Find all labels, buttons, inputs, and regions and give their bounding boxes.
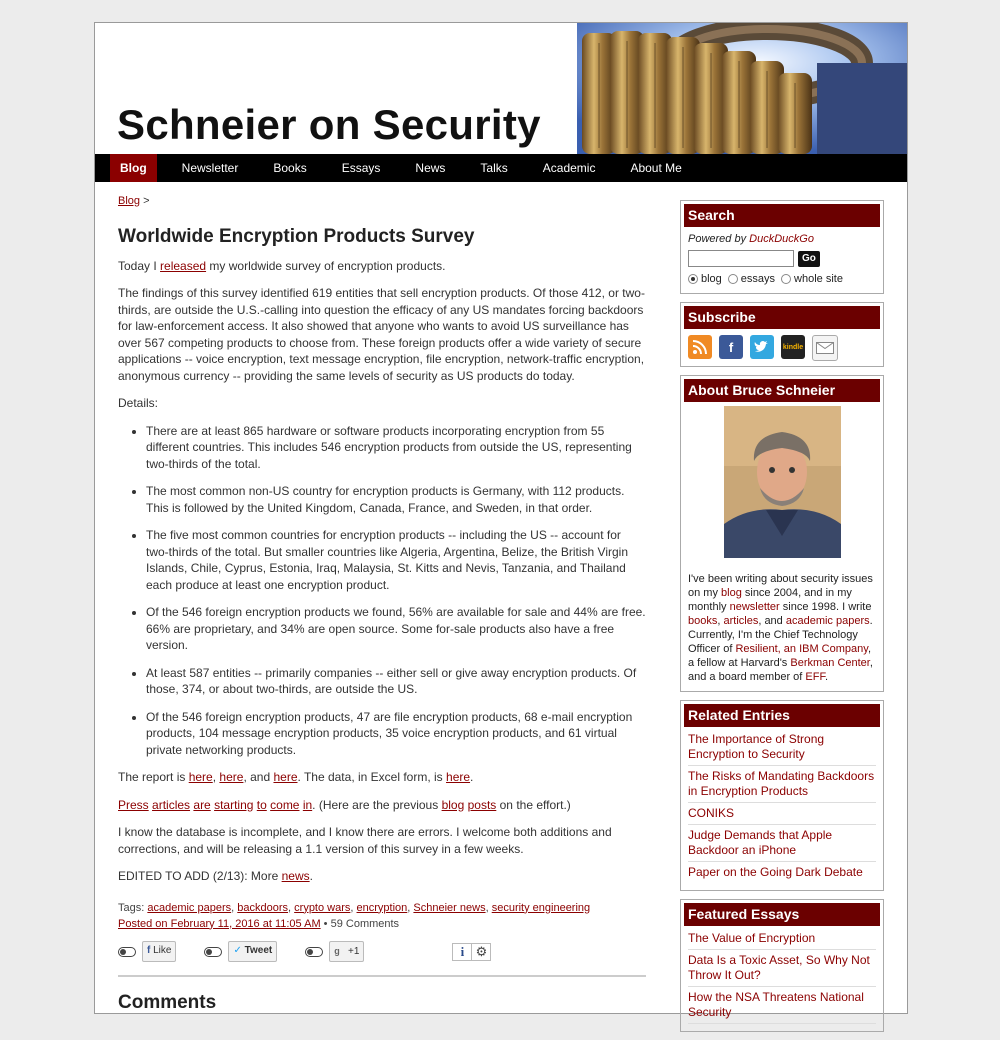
main-content [118,193,646,1011]
press-link[interactable]: starting [214,797,254,812]
about-eff-link[interactable]: EFF [805,671,825,683]
twitter-share [204,941,277,962]
search-inner [684,227,880,290]
about-text-part: . [824,671,829,683]
details-label: Details: [118,396,159,410]
nav-talks[interactable]: Talks [480,161,508,175]
tag-link[interactable]: Schneier news [413,901,486,914]
email-icon[interactable] [812,335,838,361]
list-item: • The five most common countries for encryption products -- including the US -- account for two-thirds of the total. But smaller countries like Algeria, Argentina, Belize, the British Virgin Islands, Chile, Cyprus, Estonia, Iraq, Malaysia, St. Kitts and Nevis, Tanzania, and Thailand each produce at least one encryption product. [146,527,646,593]
press-link[interactable]: are [193,797,211,812]
list-item [688,729,876,766]
about-blog-link[interactable]: blog [721,587,742,599]
post-paragraph-findings: The findings of this survey identified 619 entities that sell encryption products. Of those 412, or two-thirds, are outside the U.S.-calling into question the efficacy of any US mandates forcing backdoors for law-enforcement access. It also showed that anyone who wants to avoid US surveillance has over 567 competing products to choose from. These foreign products offer a wide variety of secure applications -- voice encryption, text message encryption, file encryption, network-traffic encryption, anonymous currency -- providing the same levels of security as US products do today. [118,286,645,383]
nav-about-me[interactable]: About Me [630,161,682,175]
report-text: , [212,770,220,784]
google-share [305,941,364,963]
related-entries-box [680,700,884,891]
google-plus-icon: g [334,945,340,956]
nav-newsletter[interactable]: Newsletter [181,161,239,175]
list-item: • Of the 546 foreign encryption products, 47 are file encryption products, 68 e-mail encryption products, 104 message encryption products, 35 voice encryption products, and 61 virtual private networking products. [146,709,646,759]
excel-data-link[interactable]: here [446,770,471,784]
page-container [94,22,908,1019]
tag-link[interactable]: academic papers [147,901,232,914]
press-text: . (Here are the previous [312,797,442,812]
about-text-part: , and a board member of [688,657,873,683]
list-item [688,862,876,883]
about-text-part: I've been writing about security issues on my [688,573,873,599]
released-link[interactable]: released [160,258,207,273]
featured-link[interactable]: The Value of Encryption [688,931,816,945]
edited-text-end: . [309,869,313,883]
tag-link[interactable]: security engineering [491,901,591,914]
search-row [688,250,876,267]
nav-books[interactable]: Books [273,161,307,175]
facebook-like-button[interactable] [142,941,176,962]
about-text [684,568,880,688]
twitter-icon[interactable] [750,335,774,359]
related-link[interactable]: The Risks of Mandating Backdoors in Encryption Products [688,769,875,798]
like-label: Like [153,945,172,957]
list-item [688,928,876,950]
post-meta [118,916,646,932]
radio-label: blog [701,273,722,285]
facebook-icon: f [147,945,154,957]
breadcrumb-separator: > [140,195,150,207]
toggle-icon[interactable] [118,947,136,957]
featured-essays-box [680,899,884,1032]
press-link[interactable]: come [270,797,300,812]
radio-icon [781,274,791,284]
radio-essays[interactable] [728,272,775,286]
press-link[interactable]: in [302,797,313,812]
sidebar [680,200,884,1040]
posted-date-link[interactable]: Posted on February 11, 2016 at 11:05 AM [118,917,321,930]
database-paragraph: I know the database is incomplete, and I know there are errors. I welcome both additions and corrections, and will be releasing a 1.1 version of this survey in a few weeks. [118,825,612,856]
report-link-1[interactable]: here [188,770,213,784]
tweet-button[interactable] [228,941,277,962]
list-item: • Of the 546 foreign encryption products we found, 56% are available for sale and 44% are free. 66% are proprietary, and 34% are open source. Some for-sale products also have a free version. [146,604,646,654]
more-news-link[interactable]: news [281,869,310,883]
subscribe-heading: Subscribe [684,306,880,329]
press-text-end: on the effort.) [496,797,571,812]
list-item: • At least 587 entities -- primarily companies -- either sell or give away encryption products. Of those, 374, or about two-thirds, are outside the US. [146,665,646,698]
list-item: • There are at least 865 hardware or software products incorporating encryption from 55 different countries. This includes 546 encryption products from outside the US, representing two-thirds of the total. [146,423,646,473]
radio-selected-icon [688,274,698,284]
press-link[interactable]: articles [152,797,191,812]
tag-link[interactable]: crypto wars [294,901,351,914]
about-text-part: since 2004, and in my monthly [688,587,852,613]
twitter-icon: ✓ [233,945,245,957]
press-link[interactable]: Press [118,797,149,812]
search-go-button[interactable]: Go [798,251,820,267]
related-link[interactable]: Judge Demands that Apple Backdoor an iPhone [688,828,833,857]
list-item [688,766,876,803]
tags-label: Tags: [118,901,148,914]
facebook-icon[interactable]: f [719,335,743,359]
featured-link[interactable]: How the NSA Threatens National Security [688,990,864,1019]
toggle-icon[interactable] [305,947,323,957]
powered-by-text: Powered by [688,233,750,245]
related-list [684,727,880,887]
related-heading: Related Entries [684,704,880,727]
nav-essays[interactable]: Essays [341,161,381,175]
nav-news[interactable]: News [415,161,446,175]
related-link[interactable]: The Importance of Strong Encryption to Security [688,732,825,761]
social-settings [452,943,491,961]
facebook-share [118,941,176,962]
about-papers-link[interactable]: academic papers [785,615,870,627]
list-item [688,803,876,825]
previous-blog-link[interactable]: blog [441,797,465,812]
report-link-3[interactable]: here [273,770,298,784]
featured-heading: Featured Essays [684,903,880,926]
about-articles-link[interactable]: articles [723,615,759,627]
nav-blog[interactable]: Blog [110,154,157,182]
report-text: . The data, in Excel form, is [297,770,447,784]
divider [118,975,646,977]
padlock-header-image [577,23,907,154]
related-link[interactable]: CONIKS [688,806,735,820]
radio-label: whole site [794,273,843,285]
site-title[interactable]: Schneier on Security [117,101,541,148]
tag-link[interactable]: encryption [356,901,408,914]
nav-academic[interactable]: Academic [542,161,596,175]
intro-text: Today I [118,258,161,273]
toggle-icon[interactable] [204,947,222,957]
about-text-part: , [717,615,724,627]
search-input[interactable] [688,250,794,267]
breadcrumb-blog-link[interactable]: Blog [118,195,141,207]
subscribe-box [680,302,884,367]
related-link[interactable]: Paper on the Going Dark Debate [688,865,863,879]
about-heading: About Bruce Schneier [684,379,880,402]
featured-list [684,926,880,1028]
radio-blog[interactable] [688,272,722,286]
list-item [688,825,876,862]
breadcrumb [118,193,646,210]
about-books-link[interactable]: books [688,615,718,627]
about-text-part: since 1998. I write [779,601,872,613]
rss-icon[interactable] [688,335,712,359]
powered-by [688,232,876,246]
subscribe-icons [684,329,880,363]
featured-link[interactable]: Data Is a Toxic Asset, So Why Not Throw It Out? [688,953,870,982]
about-berkman-link[interactable]: Berkman Center [790,657,870,669]
google-plus-button[interactable] [329,941,364,963]
intro-text-end: my worldwide survey of encryption products. [206,258,446,273]
list-item [688,987,876,1024]
main-nav [95,154,907,182]
report-paragraph [118,769,646,786]
duckduckgo-link[interactable]: DuckDuckGo [749,233,814,245]
previous-posts-link[interactable]: posts [467,797,497,812]
about-box [680,375,884,692]
list-item [688,950,876,987]
search-scope [688,272,876,286]
social-share-bar [118,942,646,962]
kindle-icon[interactable]: kindle [781,335,805,359]
edited-text: EDITED TO ADD (2/13): More [118,869,282,883]
about-text-part: , and [758,615,786,627]
site-header [95,23,907,154]
comments-heading: Comments [118,991,217,1013]
radio-label: essays [740,273,776,285]
press-paragraph [118,797,646,814]
report-link-2[interactable]: here [219,770,244,784]
plus-one-label: +1 [348,945,360,957]
report-text: . [470,770,474,784]
about-text-part: , a fellow at Harvard's [688,643,872,669]
press-link[interactable]: to [256,797,267,812]
report-text: , and [243,770,274,784]
info-icon[interactable]: i [460,943,465,959]
about-newsletter-link[interactable]: newsletter [729,601,780,613]
comment-count[interactable]: • 59 Comments [320,917,400,930]
radio-whole-site[interactable] [781,272,843,286]
about-resilient-link[interactable]: Resilient, an IBM Company [735,643,868,655]
post-title: Worldwide Encryption Products Survey [118,225,475,247]
post-intro [118,258,646,275]
author-portrait [724,406,841,558]
search-box [680,200,884,294]
edited-paragraph [118,868,646,885]
report-text: The report is [118,770,189,784]
post-tags: Tags: academic papers, backdoors, crypto wars, encryption, Schneier news, security engineering [118,901,591,914]
search-heading: Search [684,204,880,227]
tag-link[interactable]: backdoors [237,901,289,914]
details-list [118,423,646,759]
radio-icon [728,274,738,284]
tweet-label: Tweet [244,945,273,957]
about-text-part: . Currently, I'm the Chief Technology Officer of [688,615,873,655]
list-item: • The most common non-US country for encryption products is Germany, with 112 products. This is followed by the United Kingdom, Canada, France, and Sweden, in that order. [146,483,646,516]
gear-icon[interactable]: ⚙ [471,944,490,960]
